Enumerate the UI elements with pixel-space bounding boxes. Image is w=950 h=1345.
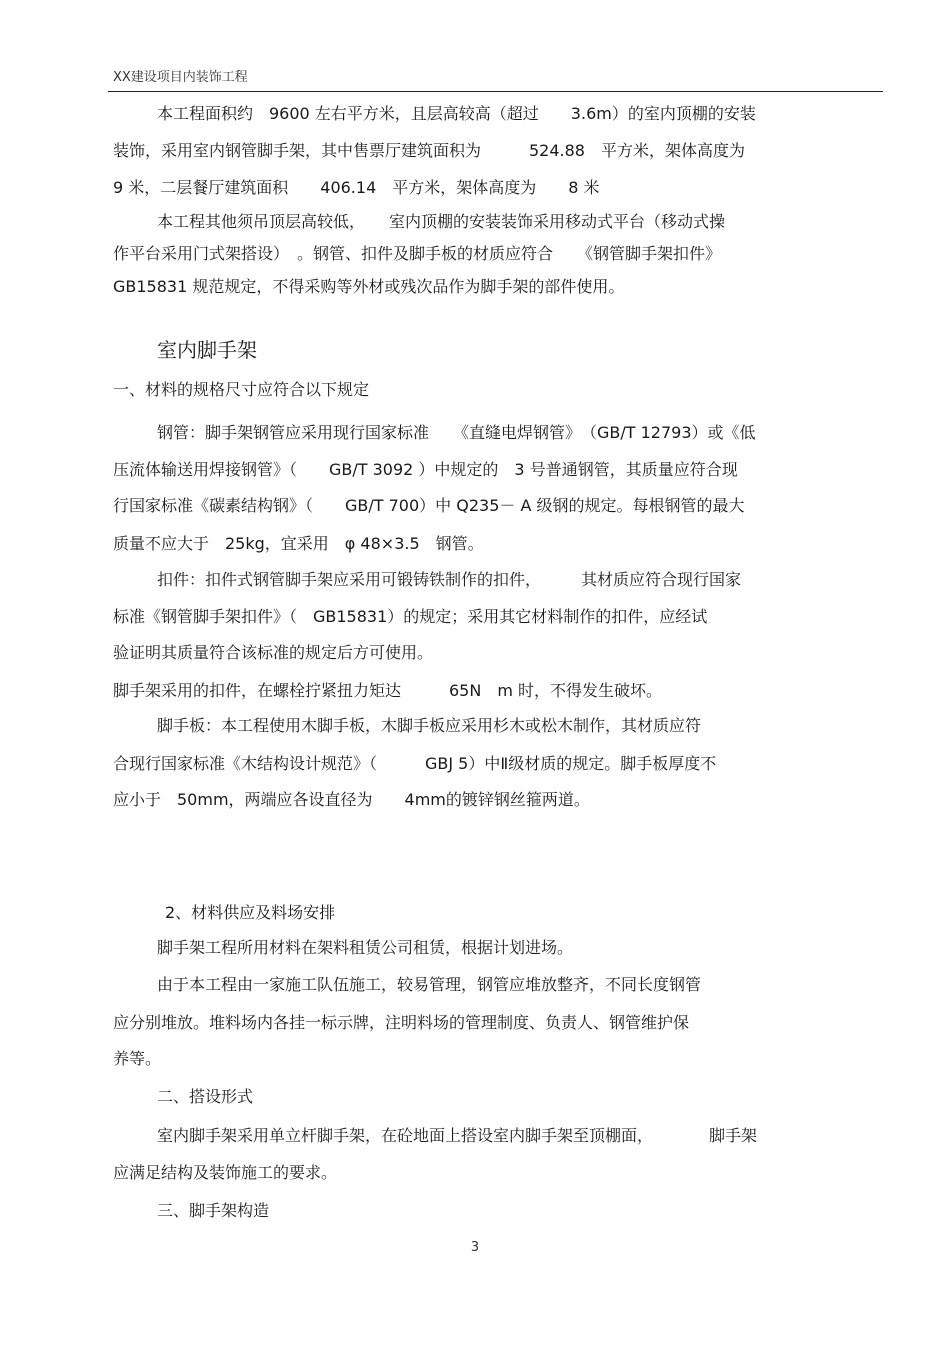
body-line: 本工程其他须吊顶层高较低， 室内顶棚的安装装饰采用移动式平台（移动式操 — [157, 212, 726, 231]
body-line: 验证明其质量符合该标准的规定后方可使用。 — [113, 643, 434, 662]
body-line: 装饰，采用室内钢管脚手架，其中售票厅建筑面积为 524.88 平方米，架体高度为 — [113, 141, 745, 160]
body-line: 脚手板：本工程使用木脚手板，木脚手板应采用杉木或松木制作，其材质应符 — [157, 716, 702, 735]
body-line: 行国家标准《碳素结构钢》（ GB/T 700）中 Q235－ A 级钢的规定。每根钢管的最大 — [113, 496, 745, 515]
body-line: 9 米，二层餐厅建筑面积 406.14 平方米，架体高度为 8 米 — [113, 178, 600, 197]
body-line: 压流体输送用焊接钢管》（ GB/T 3092 ）中规定的 3 号普通钢管，其质量应符合现 — [113, 460, 738, 479]
header-rule — [108, 91, 883, 92]
body-line: 应小于 50mm，两端应各设直径为 4mm的镀锌钢丝箍两道。 — [113, 790, 590, 809]
page-header-title: XX建设项目内装饰工程 — [113, 70, 248, 85]
body-line: 标准《钢管脚手架扣件》（ GB15831）的规定；采用其它材料制作的扣件，应经试 — [113, 607, 708, 626]
body-line: 脚手架采用的扣件，在螺栓拧紧扭力矩达 65N m 时，不得发生破坏。 — [113, 681, 663, 700]
body-line: 脚手架工程所用材料在架料租赁公司租赁，根据计划进场。 — [157, 938, 574, 957]
section-heading: 三、脚手架构造 — [157, 1201, 270, 1220]
body-line: 应满足结构及装饰施工的要求。 — [113, 1163, 338, 1182]
body-line: 由于本工程由一家施工队伍施工，较易管理，钢管应堆放整齐，不同长度钢管 — [157, 975, 702, 994]
section-heading: 一、材料的规格尺寸应符合以下规定 — [113, 380, 370, 399]
body-line: 应分别堆放。堆料场内各挂一标示牌，注明料场的管理制度、负责人、钢管维护保 — [113, 1013, 690, 1032]
body-line: 养等。 — [113, 1049, 162, 1068]
body-line: 钢管：脚手架钢管应采用现行国家标准 《直缝电焊钢管》 （GB/T 12793）或《低 — [157, 423, 756, 442]
section-heading: 室内脚手架 — [157, 338, 257, 362]
section-heading: 二、搭设形式 — [157, 1087, 254, 1106]
body-line: 本工程面积约 9600 左右平方米，且层高较高（超过 3.6m）的室内顶棚的安装 — [157, 104, 756, 123]
body-line: 合现行国家标准《木结构设计规范》（ GBJ 5）中Ⅱ级材质的规定。脚手板厚度不 — [113, 754, 717, 773]
page-number: 3 — [470, 1240, 480, 1255]
body-line: 质量不应大于 25kg，宜采用 φ 48×3.5 钢管。 — [113, 534, 484, 553]
body-line: GB15831 规范规定，不得采购等外材或残次品作为脚手架的部件使用。 — [113, 277, 625, 296]
body-line: 室内脚手架采用单立杆脚手架，在砼地面上搭设室内脚手架至顶棚面， 脚手架 — [157, 1126, 758, 1145]
section-heading: 2、材料供应及料场安排 — [165, 903, 336, 922]
body-line: 作平台采用门式架搭设） 。钢管、扣件及脚手板的材质应符合 《钢管脚手架扣件》 — [113, 244, 722, 263]
body-line: 扣件：扣件式钢管脚手架应采用可锻铸铁制作的扣件， 其材质应符合现行国家 — [157, 570, 742, 589]
